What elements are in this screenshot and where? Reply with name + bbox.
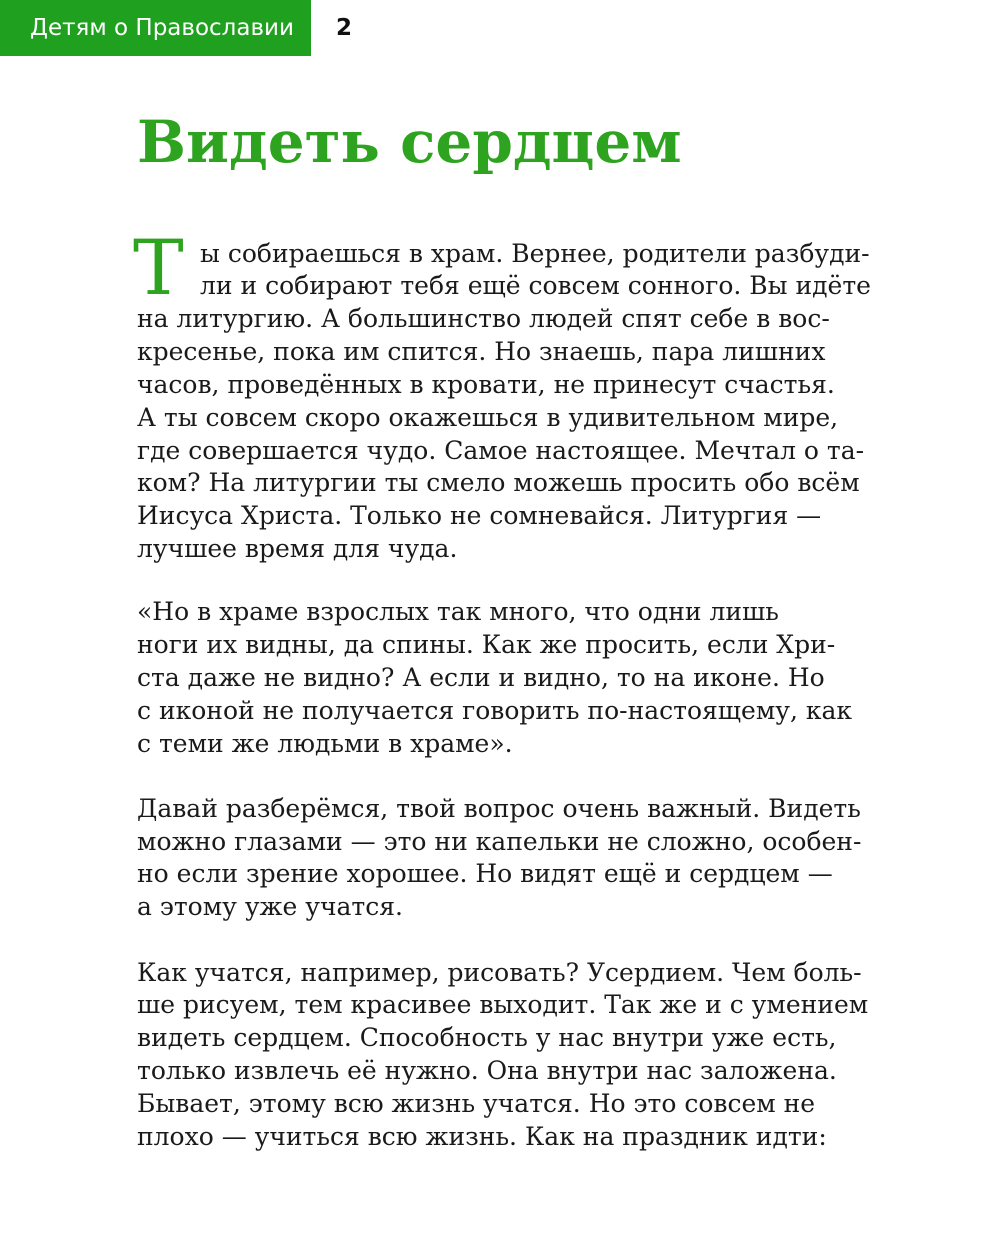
text-line: можно глазами — это ни капельки не сложно, особен-	[137, 827, 862, 856]
page-title: Видеть сердцем	[137, 108, 682, 176]
page-number: 2	[336, 15, 353, 41]
text-line: а этому уже учатся.	[137, 892, 403, 921]
text-line: ком? На литургии ты смело можешь просить обо всём	[137, 468, 860, 497]
text-line: Как учатся, например, рисовать? Усердием. Чем боль-	[137, 958, 862, 987]
section-header-tab: Детям о Православии	[0, 0, 311, 56]
text-line: с иконой не получается говорить по-настоящему, как	[137, 696, 853, 725]
text-line: А ты совсем скоро окажешься в удивительном мире,	[137, 403, 839, 432]
text-line: ноги их видны, да спины. Как же просить, если Хри-	[137, 630, 836, 659]
text-line: часов, проведённых в кровати, не принесут счастья.	[137, 370, 835, 399]
text-line: «Но в храме взрослых так много, что одни лишь	[137, 597, 779, 626]
text-line: плохо — учиться всю жизнь. Как на праздник идти:	[137, 1122, 827, 1151]
text-line: на литургию. А большинство людей спят себе в вос-	[137, 304, 830, 333]
text-line: видеть сердцем. Способность у нас внутри уже есть,	[137, 1023, 837, 1052]
text-line: лучшее время для чуда.	[137, 534, 458, 563]
text-line: но если зрение хорошее. Но видят ещё и сердцем —	[137, 859, 833, 888]
text-line: кресенье, пока им спится. Но знаешь, пара лишних	[137, 337, 826, 366]
text-line: с теми же людьми в храме».	[137, 729, 513, 758]
drop-cap: Т	[133, 223, 184, 312]
text-line: где совершается чудо. Самое настоящее. Мечтал о та-	[137, 436, 865, 465]
text-line: ше рисуем, тем красивее выходит. Так же и с умением	[137, 990, 869, 1019]
text-line: ли и собирают тебя ещё совсем сонного. Вы идёте	[200, 271, 871, 300]
text-line: только извлечь её нужно. Она внутри нас заложена.	[137, 1056, 837, 1085]
text-line: Бывает, этому всю жизнь учатся. Но это совсем не	[137, 1089, 816, 1118]
text-line: ста даже не видно? А если и видно, то на иконе. Но	[137, 663, 825, 692]
text-line: ы собираешься в храм. Вернее, родители разбуди-	[200, 239, 870, 268]
text-line: Давай разберёмся, твой вопрос очень важный. Видеть	[137, 794, 861, 823]
text-line: Иисуса Христа. Только не сомневайся. Литургия —	[137, 501, 822, 530]
